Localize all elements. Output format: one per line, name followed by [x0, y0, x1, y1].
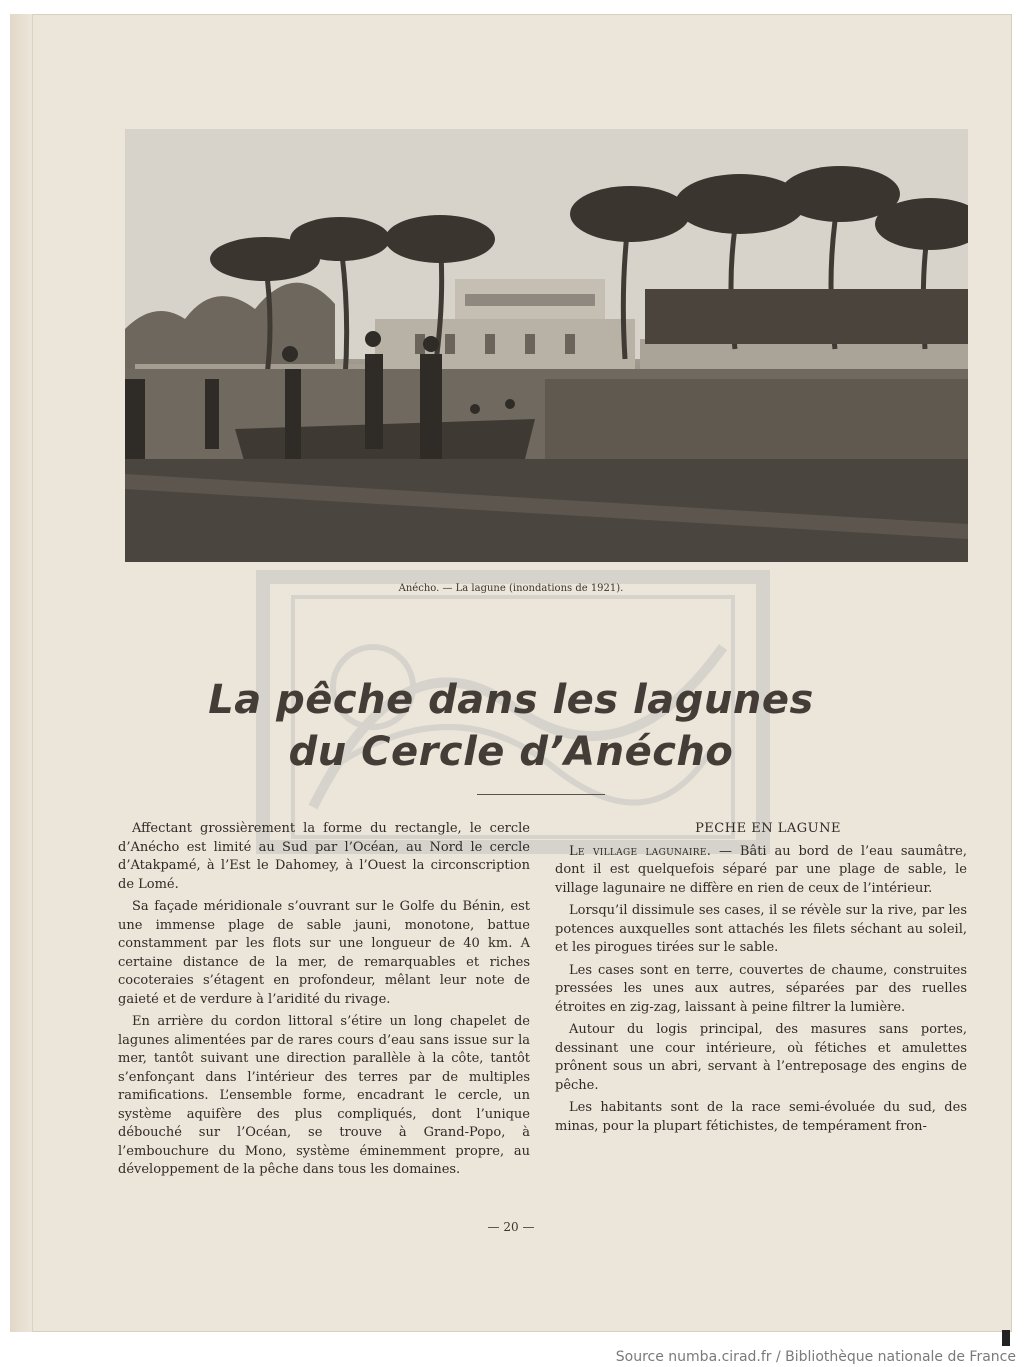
section-heading: PECHE EN LAGUNE: [695, 821, 841, 836]
paragraph: Sa façade méridionale s’ouvrant sur le Golfe du Bénin, est une immense plage de sable jauni, monotone, battue constamment par les flots sur une longueur de 40 km. A certaine distance de la mer, de remarquables et riches cocoteraies s’étagent en profondeur, mêlant leur note de gaieté et de verdure à l’aridité du rivage.: [118, 899, 530, 1007]
left-column: [118, 820, 530, 1184]
paragraph: Autour du logis principal, des masures sans portes, dessinant une cour intérieure, où fétiches et amulettes prônent sous un abri, servant à l’entreposage des engins de pêche.: [555, 1022, 967, 1093]
source-credit: Source numba.cirad.fr / Bibliothèque nationale de France: [615, 1349, 1016, 1365]
paragraph: Lorsqu’il dissimule ses cases, il se révèle sur la rive, par les potences auxquelles sont attachés les filets séchant au soleil, et les pirogues tirées sur le sable.: [555, 903, 967, 955]
article-title-line-1: La pêche dans les lagunes: [208, 677, 814, 723]
lagoon-photograph: [125, 129, 968, 562]
scanned-page: [10, 14, 1012, 1332]
page-number: — 20 —: [487, 1220, 535, 1234]
page-binding-edge: [10, 14, 33, 1332]
right-column: [555, 820, 967, 1140]
paragraph: Les habitants sont de la race semi-évoluée du sud, des minas, pour la plupart fétichistes, de tempérament fron-: [555, 1100, 967, 1134]
article-title-line-2: du Cercle d’Anécho: [288, 729, 734, 775]
title-divider: [477, 794, 605, 795]
paragraph-text: — Bâti au bord de l’eau saumâtre, dont il est quelquefois séparé par une plage de sable, le village lagunaire ne diffère en rien de ceux de l’intérieur.: [555, 843, 967, 896]
paragraph: [555, 843, 967, 899]
paragraph: Affectant grossièrement la forme du rectangle, le cercle d’Anécho est limité au Sud par l’Océan, au Nord le cercle d’Atakpamé, à l’Est le Dahomey, à l’Ouest la circonscription de Lomé.: [118, 821, 530, 892]
paragraph: Les cases sont en terre, couvertes de chaume, construites pressées les unes aux autres, séparées par des ruelles étroites en zig-zag, laissant à peine filtrer la lumière.: [555, 962, 967, 1015]
scan-corner-mark: [1002, 1330, 1010, 1346]
run-in-label: Le village lagunaire.: [569, 843, 712, 859]
photo-caption: Anécho. — La lagune (inondations de 1921).: [398, 583, 624, 594]
article-title: [10, 674, 1012, 778]
paragraph: En arrière du cordon littoral s’étire un long chapelet de lagunes alimentées par de rares cours d’eau sans issue sur la mer, tantôt suivant une direction parallèle à la côte, tantôt s’enfonçant dans l’intérieur des terres par de multiples ramifications. L’ensemble forme, encadrant le cercle, un système aquifère des plus compliqués, dont l’unique débouché sur l’Océan, se trouve à Grand-Popo, à l’embouchure du Mono, système éminemment propre, au développement de la pêche dans tous les domaines.: [118, 1014, 530, 1177]
